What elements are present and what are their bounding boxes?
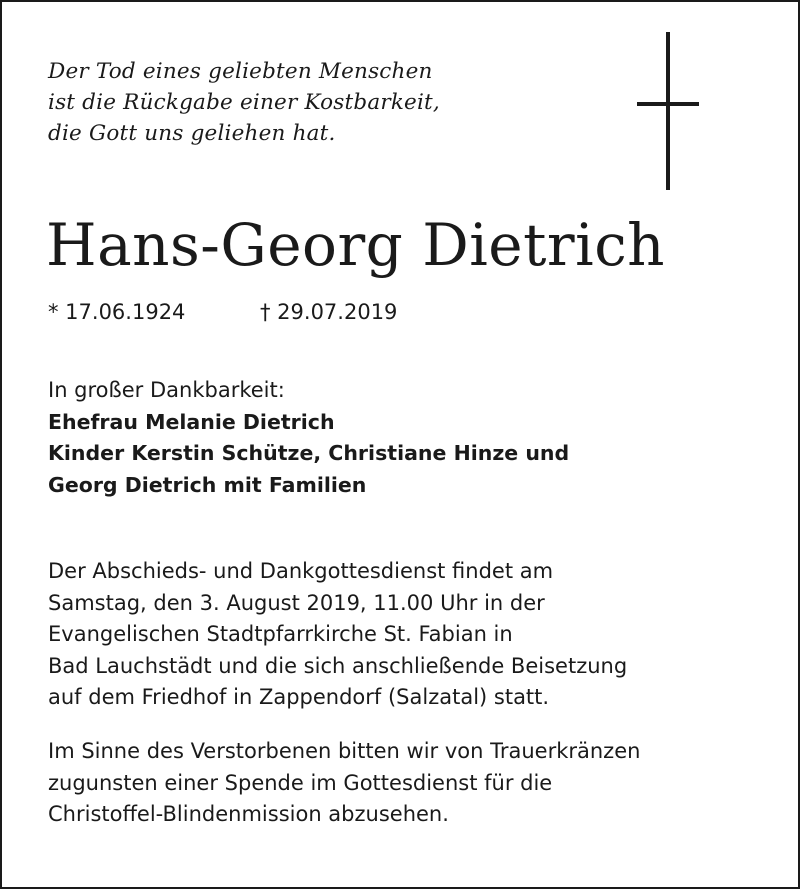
service-line: Samstag, den 3. August 2019, 11.00 Uhr in der [48, 590, 545, 615]
donation-request [48, 736, 640, 831]
memorial-quote [48, 56, 440, 149]
service-line: Bad Lauchstädt und die sich anschließende Beisetzung [48, 653, 628, 678]
quote-line: die Gott uns geliehen hat. [48, 121, 336, 146]
mourners-intro: In großer Dankbarkeit: [48, 378, 285, 402]
service-line: Der Abschieds- und Dankgottesdienst findet am [48, 559, 554, 583]
mourner-line: Georg Dietrich mit Familien [48, 472, 367, 497]
mourner-line: Kinder Kerstin Schütze, Christiane Hinze und [48, 441, 570, 465]
mourners-block [48, 375, 569, 501]
donation-line: Im Sinne des Verstorbenen bitten wir von Trauerkränzen [48, 739, 641, 763]
donation-line: Christoffel-Blindenmission abzusehen. [48, 802, 449, 826]
birth-date: * 17.06.1924 [48, 300, 186, 324]
donation-line: zugunsten einer Spende im Gottesdienst für die [48, 770, 553, 795]
cross-vertical-bar [666, 32, 670, 190]
quote-line: Der Tod eines geliebten Menschen [48, 59, 433, 84]
mourner-line: Ehefrau Melanie Dietrich [48, 409, 335, 434]
service-info [48, 556, 627, 714]
service-line: Evangelischen Stadtpfarrkirche St. Fabian in [48, 622, 513, 646]
service-line: auf dem Friedhof in Zappendorf (Salzatal) statt. [48, 685, 550, 709]
cross-horizontal-bar [637, 102, 699, 106]
death-date: † 29.07.2019 [260, 300, 398, 324]
life-dates [48, 296, 398, 328]
deceased-name: Hans-Georg Dietrich [46, 211, 666, 279]
quote-line: ist die Rückgabe einer Kostbarkeit, [48, 90, 440, 115]
cross-icon [637, 32, 699, 190]
